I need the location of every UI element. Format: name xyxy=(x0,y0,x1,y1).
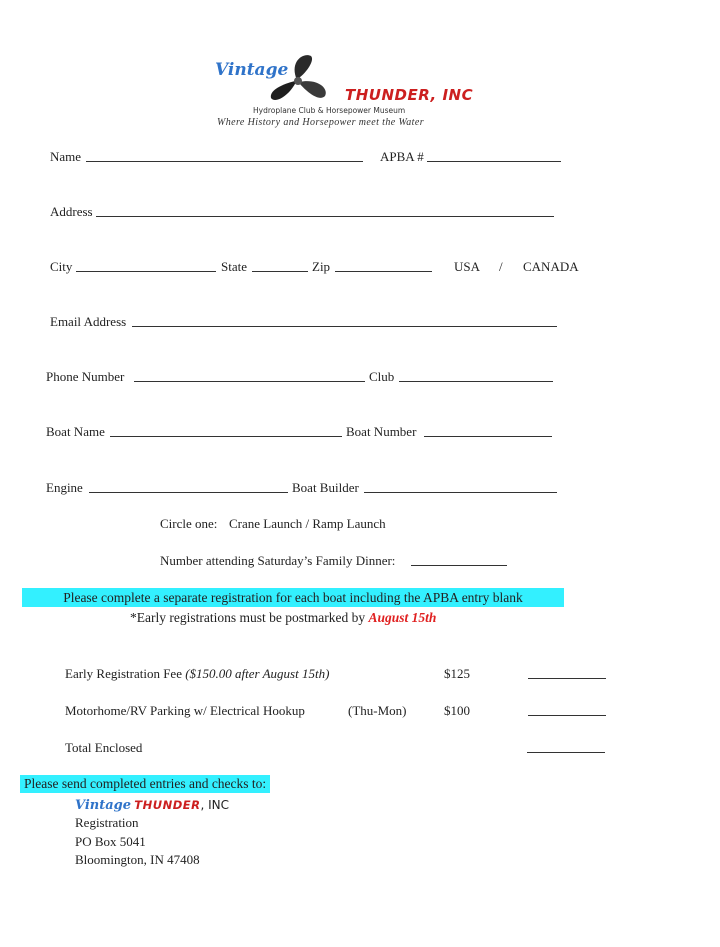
phone-field[interactable] xyxy=(134,381,365,382)
separate-registration-text: Please complete a separate registration for each boat including the APBA entry blank xyxy=(63,590,523,605)
boat-name-field[interactable] xyxy=(110,436,342,437)
mailing-heading: Please send completed entries and checks to: xyxy=(20,775,270,793)
phone-label: Phone Number xyxy=(46,369,125,384)
country-canada[interactable]: CANADA xyxy=(523,259,579,274)
early-notice xyxy=(130,610,436,626)
fee-label: Early Registration Fee xyxy=(65,666,182,681)
fee-label: Motorhome/RV Parking w/ Electrical Hookup xyxy=(65,703,305,718)
engine-field[interactable] xyxy=(89,492,288,493)
dinner-label: Number attending Saturday’s Family Dinner: xyxy=(160,553,396,568)
mailing-line-2: PO Box 5041 xyxy=(75,834,146,849)
mailing-line-1: Registration xyxy=(75,815,139,830)
mailing-brand xyxy=(75,797,229,813)
fee-amount: $125 xyxy=(444,666,470,681)
country-separator: / xyxy=(499,259,503,274)
fee-early-field[interactable] xyxy=(528,678,606,679)
state-label: State xyxy=(221,259,247,274)
boat-name-label: Boat Name xyxy=(46,424,105,439)
logo-thunder-text: THUNDER, INC xyxy=(345,86,474,104)
email-field[interactable] xyxy=(132,326,557,327)
city-field[interactable] xyxy=(76,271,216,272)
logo xyxy=(205,50,495,140)
state-field[interactable] xyxy=(252,271,308,272)
city-label: City xyxy=(50,259,73,274)
club-field[interactable] xyxy=(399,381,553,382)
mailing-brand-vintage: Vintage xyxy=(75,798,132,813)
circle-one-label: Circle one: xyxy=(160,516,218,531)
zip-field[interactable] xyxy=(335,271,432,272)
logo-subtitle: Hydroplane Club & Horsepower Museum xyxy=(253,106,406,115)
name-field[interactable] xyxy=(86,161,363,162)
fee-note: ($150.00 after August 15th) xyxy=(185,666,330,681)
total-field[interactable] xyxy=(527,752,605,753)
dinner-field[interactable] xyxy=(411,565,507,566)
fee-row-early xyxy=(65,666,329,682)
name-label: Name xyxy=(50,149,82,164)
fee-extra: (Thu-Mon) xyxy=(348,703,407,718)
boat-number-label: Boat Number xyxy=(346,424,417,439)
boat-builder-field[interactable] xyxy=(364,492,557,493)
mailing-brand-suffix: , INC xyxy=(200,798,230,812)
country-usa[interactable]: USA xyxy=(454,259,481,274)
launch-options[interactable]: Crane Launch / Ramp Launch xyxy=(229,516,386,531)
fee-amount: $100 xyxy=(444,703,470,718)
mailing-line-3: Bloomington, IN 47408 xyxy=(75,852,200,867)
address-field[interactable] xyxy=(96,216,554,217)
logo-tagline: Where History and Horsepower meet the Water xyxy=(217,117,424,128)
mailing-brand-thunder: THUNDER xyxy=(134,798,201,812)
club-label: Club xyxy=(369,369,395,384)
boat-builder-label: Boat Builder xyxy=(292,480,359,495)
early-notice-text: *Early registrations must be postmarked by xyxy=(130,610,366,625)
logo-vintage-text: Vintage xyxy=(215,60,289,80)
apba-field[interactable] xyxy=(427,161,561,162)
address-label: Address xyxy=(50,204,93,219)
total-label: Total Enclosed xyxy=(65,740,143,755)
zip-label: Zip xyxy=(312,259,331,274)
boat-number-field[interactable] xyxy=(424,436,552,437)
email-label: Email Address xyxy=(50,314,127,329)
early-notice-date: August 15th xyxy=(368,610,437,625)
engine-label: Engine xyxy=(46,480,83,495)
fee-rv-field[interactable] xyxy=(528,715,606,716)
apba-label: APBA # xyxy=(380,149,424,164)
